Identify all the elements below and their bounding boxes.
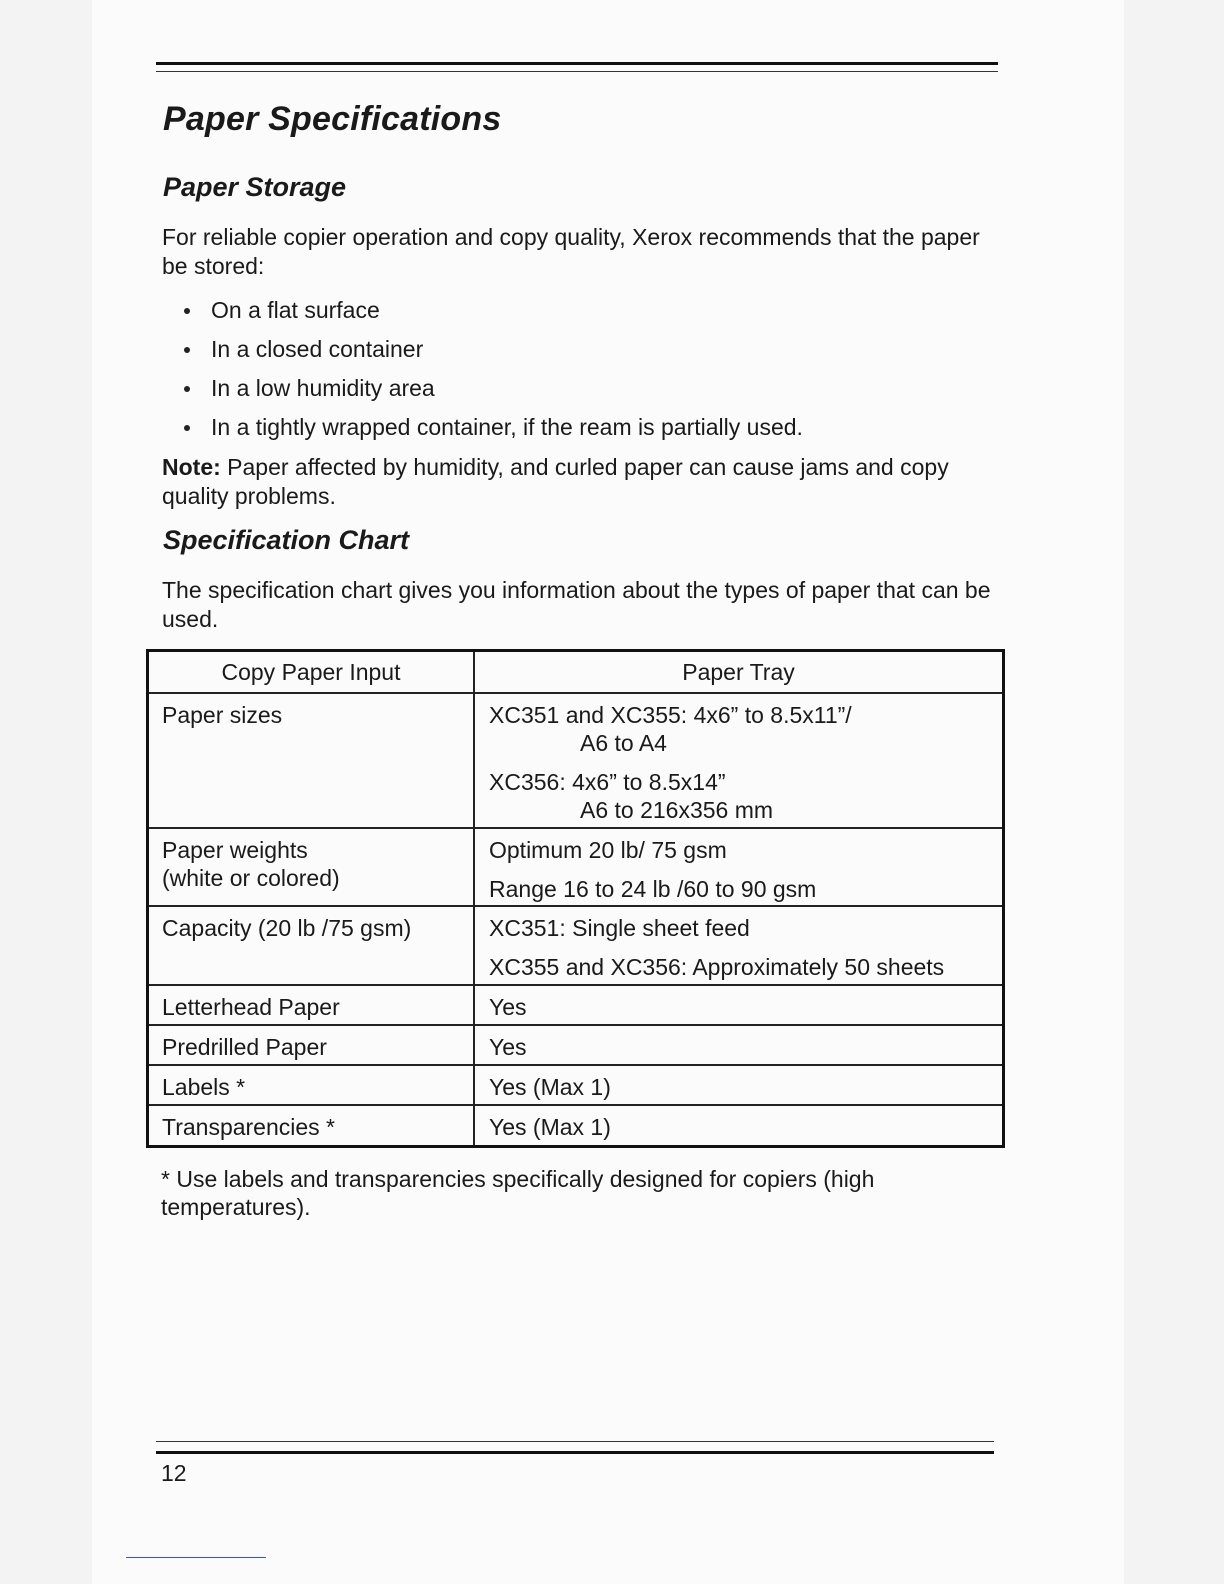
storage-bullet-list <box>184 292 803 448</box>
note-text: Paper affected by humidity, and curled paper can cause jams and copy quality problems. <box>162 454 949 509</box>
table-row <box>148 828 1004 906</box>
bottom-rule <box>156 1441 994 1454</box>
row-label: Capacity (20 lb /75 gsm) <box>148 906 475 985</box>
value-line: XC351 and XC355: 4x6” to 8.5x11”/ <box>489 702 852 728</box>
specification-table <box>146 649 1005 1148</box>
value-line: A6 to A4 <box>580 730 667 756</box>
table-header-row <box>148 651 1004 694</box>
table-row <box>148 1025 1004 1065</box>
row-label: Paper sizes <box>148 693 475 828</box>
note-label: Note: <box>162 454 221 480</box>
column-header-input: Copy Paper Input <box>148 651 475 694</box>
list-item: On a flat surface <box>184 292 803 331</box>
page-number: 12 <box>161 1460 187 1486</box>
row-label <box>148 828 475 906</box>
column-header-tray: Paper Tray <box>474 651 1004 694</box>
top-rule <box>156 62 998 72</box>
value-line: Range 16 to 24 lb /60 to 90 gsm <box>489 876 817 902</box>
label-line: Paper weights <box>162 837 308 863</box>
storage-heading: Paper Storage <box>163 172 347 202</box>
row-label: Labels * <box>148 1065 475 1105</box>
row-value: Yes (Max 1) <box>474 1065 1004 1105</box>
row-label: Letterhead Paper <box>148 985 475 1025</box>
row-value: Yes <box>474 1025 1004 1065</box>
row-value: Yes <box>474 985 1004 1025</box>
value-line: XC355 and XC356: Approximately 50 sheets <box>489 954 945 980</box>
value-line: Optimum 20 lb/ 75 gsm <box>489 837 727 863</box>
row-value: Yes (Max 1) <box>474 1105 1004 1146</box>
row-label: Predrilled Paper <box>148 1025 475 1065</box>
value-line: XC351: Single sheet feed <box>489 915 750 941</box>
table-row <box>148 1105 1004 1146</box>
footnote: * Use labels and transparencies specifically designed for copiers (high temperatures). <box>161 1166 875 1220</box>
table-row <box>148 906 1004 985</box>
list-item: In a tightly wrapped container, if the ream is partially used. <box>184 409 803 448</box>
list-item: In a closed container <box>184 331 803 370</box>
value-line: A6 to 216x356 mm <box>580 797 774 823</box>
row-label: Transparencies * <box>148 1105 475 1146</box>
table-row <box>148 985 1004 1025</box>
list-item: In a low humidity area <box>184 370 803 409</box>
row-value <box>474 693 1004 828</box>
page-edge-line <box>126 1557 266 1558</box>
storage-note <box>162 453 1002 511</box>
chart-intro: The specification chart gives you information about the types of paper that can be used. <box>162 577 991 632</box>
page-title: Paper Specifications <box>163 100 502 138</box>
value-line: XC356: 4x6” to 8.5x14” <box>489 769 726 795</box>
label-line: (white or colored) <box>162 865 340 891</box>
table-row <box>148 693 1004 828</box>
chart-heading: Specification Chart <box>163 525 410 555</box>
table-row <box>148 1065 1004 1105</box>
row-value <box>474 906 1004 985</box>
storage-intro: For reliable copier operation and copy quality, Xerox recommends that the paper be stored: <box>162 224 980 279</box>
row-value <box>474 828 1004 906</box>
